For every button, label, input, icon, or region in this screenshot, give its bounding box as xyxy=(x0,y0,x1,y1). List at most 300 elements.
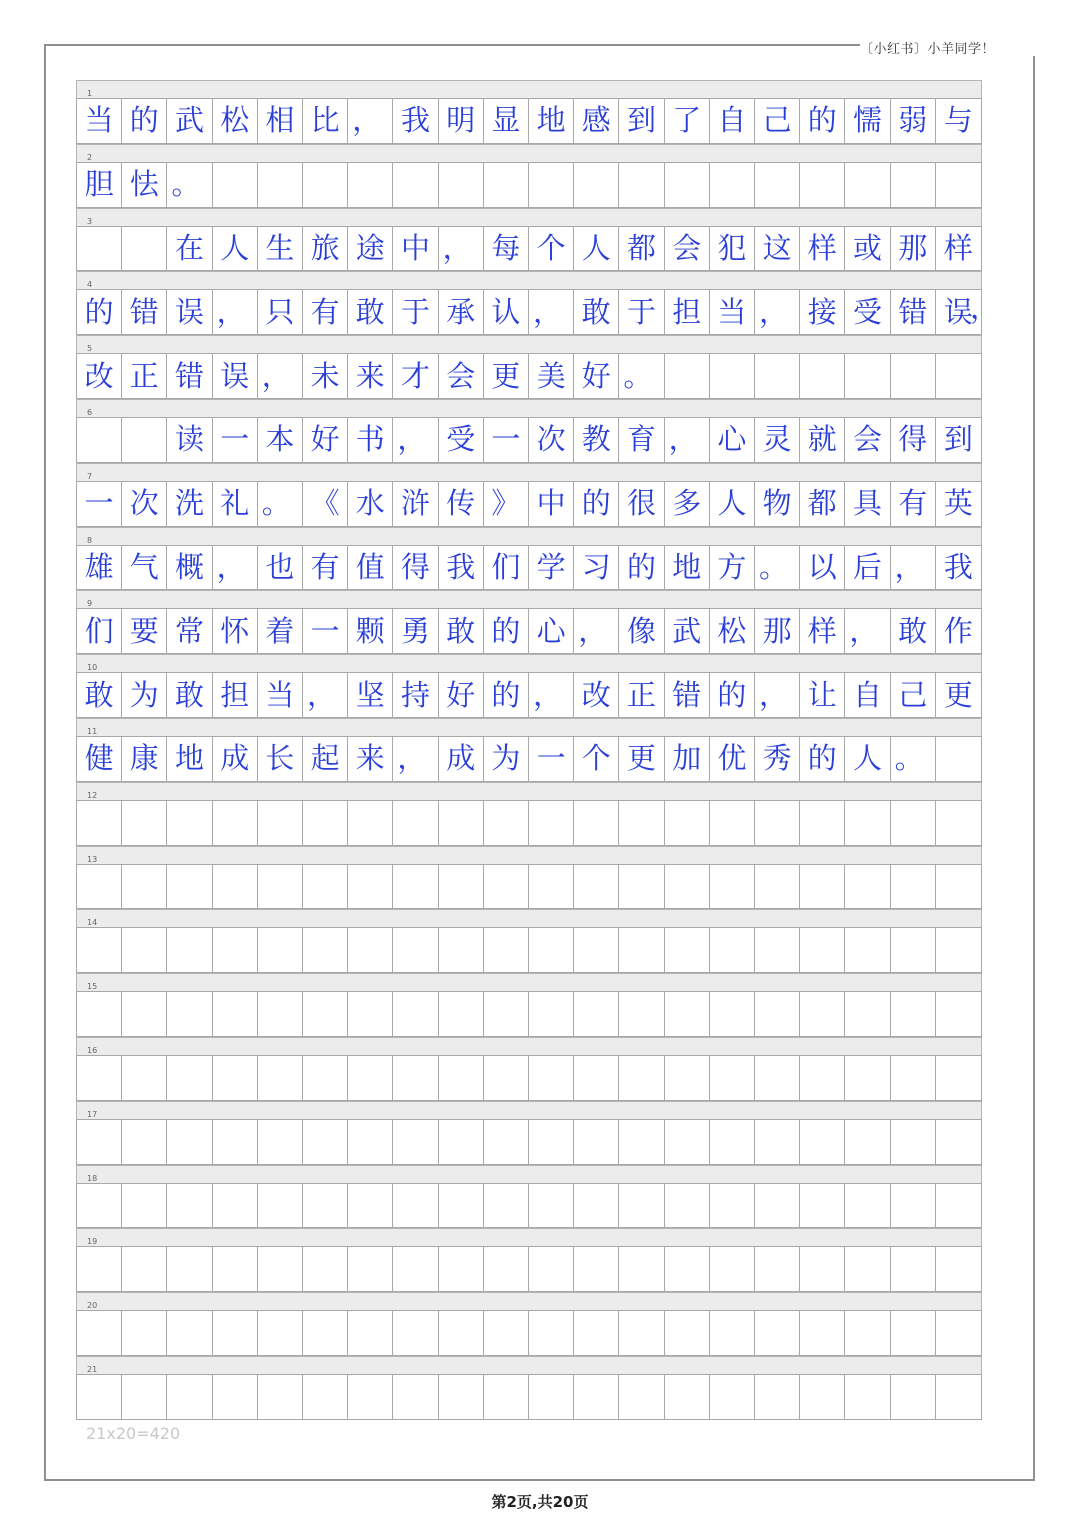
cell-character: 很 xyxy=(626,486,656,521)
grid-cell xyxy=(77,1120,122,1164)
grid-cell xyxy=(213,482,258,526)
grid-cell xyxy=(800,1056,845,1100)
grid-cell xyxy=(936,992,981,1036)
row-cells xyxy=(76,98,982,144)
grid-cell xyxy=(891,354,936,398)
row-cells xyxy=(76,1310,982,1356)
grid-cell xyxy=(529,99,574,143)
cell-character: 怯 xyxy=(129,167,159,202)
grid-cell xyxy=(303,1056,348,1100)
row-number: 8 xyxy=(87,535,93,545)
grid-cell xyxy=(800,290,845,334)
grid-cell xyxy=(303,609,348,653)
grid-cell xyxy=(891,99,936,143)
cell-character: 在 xyxy=(174,230,204,265)
cell-character: 来 xyxy=(355,741,385,776)
grid-cell xyxy=(303,546,348,590)
grid-cell xyxy=(439,1056,484,1100)
grid-cell xyxy=(936,1311,981,1355)
grid-cell xyxy=(167,865,212,909)
grid-cell xyxy=(936,1184,981,1228)
cell-character: 自 xyxy=(717,103,747,138)
grid-cell xyxy=(77,99,122,143)
grid-cell xyxy=(167,1120,212,1164)
grid-cell xyxy=(574,1247,619,1291)
grid-cell xyxy=(258,737,303,781)
cell-character: 的 xyxy=(491,677,521,712)
grid-cell xyxy=(710,1311,755,1355)
grid-cell xyxy=(936,418,981,462)
grid-cell xyxy=(393,1056,438,1100)
grid-cell xyxy=(348,737,393,781)
grid-cell xyxy=(619,609,664,653)
grid-cell xyxy=(77,928,122,972)
grid-cell xyxy=(484,1184,529,1228)
grid-cell xyxy=(891,801,936,845)
grid-cell xyxy=(710,546,755,590)
cell-character: 。 xyxy=(171,167,201,202)
cell-character: 那 xyxy=(898,230,928,265)
grid-cell xyxy=(574,163,619,207)
grid-cell xyxy=(439,546,484,590)
grid-cell xyxy=(891,482,936,526)
cell-character: 康 xyxy=(129,741,159,776)
grid-cell xyxy=(348,290,393,334)
cell-character: 好 xyxy=(310,422,340,457)
cell-character: 勇 xyxy=(400,613,430,648)
grid-cell xyxy=(665,1184,710,1228)
grid-cell xyxy=(303,1311,348,1355)
grid-cell xyxy=(529,1311,574,1355)
grid-row xyxy=(76,654,984,718)
grid-cell xyxy=(665,163,710,207)
cell-character: 改 xyxy=(84,358,114,393)
row-spacer-strip xyxy=(76,1228,982,1246)
grid-cell xyxy=(348,673,393,717)
composition-grid xyxy=(76,80,999,1420)
grid-cell xyxy=(167,290,212,334)
cell-character: 也 xyxy=(265,549,295,584)
grid-cell xyxy=(710,227,755,271)
grid-cell xyxy=(665,928,710,972)
row-spacer-strip xyxy=(76,782,982,800)
grid-cell xyxy=(439,801,484,845)
grid-cell xyxy=(213,546,258,590)
grid-cell xyxy=(800,1375,845,1419)
grid-cell xyxy=(574,1184,619,1228)
grid-cell xyxy=(393,801,438,845)
grid-cell xyxy=(845,227,890,271)
cell-character: 会 xyxy=(446,358,476,393)
grid-cell xyxy=(303,1184,348,1228)
grid-cell xyxy=(529,673,574,717)
grid-cell xyxy=(258,1247,303,1291)
cell-character: 武 xyxy=(174,103,204,138)
grid-cell xyxy=(574,546,619,590)
grid-cell xyxy=(845,865,890,909)
grid-row xyxy=(76,590,984,654)
grid-cell xyxy=(845,1311,890,1355)
grid-cell xyxy=(213,673,258,717)
grid-cell xyxy=(303,801,348,845)
row-cells xyxy=(76,800,982,846)
grid-cell xyxy=(258,992,303,1036)
cell-character: 武 xyxy=(672,613,702,648)
grid-cell xyxy=(258,1311,303,1355)
grid-cell xyxy=(122,482,167,526)
grid-cell xyxy=(936,1375,981,1419)
grid-cell xyxy=(665,290,710,334)
cell-character: 的 xyxy=(717,677,747,712)
cell-character: 起 xyxy=(310,741,340,776)
grid-cell xyxy=(213,163,258,207)
cell-character: 未 xyxy=(310,358,340,393)
cell-character: 比 xyxy=(310,103,340,138)
grid-row xyxy=(76,80,984,144)
grid-cell xyxy=(800,609,845,653)
cell-character: 本 xyxy=(265,422,295,457)
grid-cell xyxy=(800,482,845,526)
grid-cell xyxy=(936,354,981,398)
grid-cell xyxy=(258,1184,303,1228)
grid-cell xyxy=(77,354,122,398)
grid-cell xyxy=(348,801,393,845)
cell-character: 礼 xyxy=(220,486,250,521)
cell-character: 英 xyxy=(943,486,973,521)
cell-character: 心 xyxy=(536,613,566,648)
grid-cell xyxy=(167,418,212,462)
grid-cell xyxy=(77,1184,122,1228)
cell-character: ， xyxy=(442,230,472,265)
grid-row xyxy=(76,909,984,973)
cell-character: 误 xyxy=(943,294,973,329)
grid-cell xyxy=(167,992,212,1036)
row-cells xyxy=(76,1374,982,1420)
cell-character: 一 xyxy=(84,486,114,521)
grid-cell xyxy=(891,1120,936,1164)
grid-cell xyxy=(122,737,167,781)
cell-character: 让 xyxy=(807,677,837,712)
grid-row xyxy=(76,1356,984,1420)
cell-character: 秀 xyxy=(762,741,792,776)
row-spacer-strip xyxy=(76,909,982,927)
grid-cell xyxy=(845,1120,890,1164)
grid-cell xyxy=(484,1120,529,1164)
grid-cell xyxy=(800,99,845,143)
grid-cell xyxy=(122,1120,167,1164)
cell-character: 人 xyxy=(852,741,882,776)
grid-cell xyxy=(529,290,574,334)
cell-character: 洗 xyxy=(174,486,204,521)
grid-row xyxy=(76,1101,984,1165)
grid-cell xyxy=(393,418,438,462)
grid-cell xyxy=(936,227,981,271)
row-spacer-strip xyxy=(76,654,982,672)
cell-character: 与 xyxy=(943,103,973,138)
grid-cell xyxy=(303,99,348,143)
grid-cell xyxy=(529,482,574,526)
cell-character: 加 xyxy=(672,741,702,776)
grid-cell xyxy=(755,865,800,909)
grid-cell xyxy=(77,609,122,653)
grid-cell xyxy=(529,865,574,909)
cell-character: 着 xyxy=(265,613,295,648)
cell-character: 错 xyxy=(129,294,159,329)
cell-character: 更 xyxy=(491,358,521,393)
grid-cell xyxy=(77,546,122,590)
grid-cell xyxy=(258,99,303,143)
grid-cell xyxy=(258,354,303,398)
grid-cell xyxy=(484,1375,529,1419)
grid-cell xyxy=(439,482,484,526)
grid-cell xyxy=(574,1120,619,1164)
grid-cell xyxy=(439,992,484,1036)
grid-cell xyxy=(439,1247,484,1291)
grid-cell xyxy=(303,354,348,398)
grid-row xyxy=(76,1292,984,1356)
grid-cell xyxy=(710,865,755,909)
row-spacer-strip xyxy=(76,80,982,98)
grid-cell xyxy=(845,290,890,334)
grid-cell xyxy=(845,1247,890,1291)
cell-character: 会 xyxy=(852,422,882,457)
grid-cell xyxy=(393,546,438,590)
cell-character: 书 xyxy=(355,422,385,457)
grid-cell xyxy=(167,801,212,845)
cell-character: 优 xyxy=(717,741,747,776)
grid-cell xyxy=(800,354,845,398)
cell-character: ， xyxy=(533,294,563,329)
grid-cell xyxy=(845,1184,890,1228)
row-cells xyxy=(76,1246,982,1292)
grid-cell xyxy=(167,737,212,781)
row-spacer-strip xyxy=(76,1037,982,1055)
grid-cell xyxy=(77,163,122,207)
grid-cell xyxy=(665,992,710,1036)
grid-row xyxy=(76,208,984,272)
grid-cell xyxy=(167,928,212,972)
cell-character: 样 xyxy=(807,613,837,648)
grid-cell xyxy=(665,99,710,143)
cell-character: 错 xyxy=(174,358,204,393)
grid-cell xyxy=(755,418,800,462)
cell-character: 于 xyxy=(626,294,656,329)
grid-cell xyxy=(891,418,936,462)
cell-character: 受 xyxy=(446,422,476,457)
row-cells xyxy=(76,608,982,654)
cell-character: 好 xyxy=(581,358,611,393)
cell-character: 为 xyxy=(491,741,521,776)
cell-character: 地 xyxy=(174,741,204,776)
row-cells xyxy=(76,1183,982,1229)
grid-cell xyxy=(303,865,348,909)
grid-cell xyxy=(258,673,303,717)
grid-cell xyxy=(529,1120,574,1164)
cell-character: 次 xyxy=(536,422,566,457)
cell-character: 弱 xyxy=(898,103,928,138)
grid-cell xyxy=(439,1311,484,1355)
grid-cell xyxy=(348,1247,393,1291)
cell-character: ， xyxy=(759,294,789,329)
grid-cell xyxy=(303,992,348,1036)
grid-cell xyxy=(122,227,167,271)
grid-cell xyxy=(891,290,936,334)
grid-cell xyxy=(77,418,122,462)
grid-cell xyxy=(529,1184,574,1228)
grid-cell xyxy=(393,1311,438,1355)
cell-character: 为 xyxy=(129,677,159,712)
grid-cell xyxy=(348,1311,393,1355)
grid-cell xyxy=(303,737,348,781)
grid-cell xyxy=(574,99,619,143)
grid-cell xyxy=(439,673,484,717)
grid-cell xyxy=(936,865,981,909)
grid-cell xyxy=(122,609,167,653)
row-spacer-strip xyxy=(76,463,982,481)
grid-cell xyxy=(213,99,258,143)
grid-cell xyxy=(258,227,303,271)
grid-cell xyxy=(891,928,936,972)
cell-character: ， xyxy=(216,294,246,329)
cell-character: 健 xyxy=(84,741,114,776)
cell-character: 松 xyxy=(220,103,250,138)
grid-cell xyxy=(755,1120,800,1164)
grid-cell xyxy=(800,992,845,1036)
cell-character: 敢 xyxy=(898,613,928,648)
grid-cell xyxy=(439,354,484,398)
grid-row xyxy=(76,271,999,335)
grid-cell xyxy=(665,227,710,271)
grid-cell xyxy=(800,1120,845,1164)
grid-cell xyxy=(529,418,574,462)
grid-cell xyxy=(439,1120,484,1164)
row-number: 7 xyxy=(87,471,93,481)
grid-cell xyxy=(665,1375,710,1419)
grid-cell xyxy=(574,1375,619,1419)
grid-cell xyxy=(213,865,258,909)
cell-character: 这 xyxy=(762,230,792,265)
row-cells xyxy=(76,226,982,272)
row-spacer-strip xyxy=(76,527,982,545)
cell-character: 改 xyxy=(581,677,611,712)
grid-cell xyxy=(529,163,574,207)
grid-cell xyxy=(529,1375,574,1419)
cell-character: 受 xyxy=(852,294,882,329)
row-cells xyxy=(76,162,982,208)
grid-cell xyxy=(665,865,710,909)
grid-capacity-label: 21x20=420 xyxy=(86,1424,181,1443)
grid-cell xyxy=(258,290,303,334)
row-number: 11 xyxy=(87,726,98,736)
grid-row xyxy=(76,1165,984,1229)
grid-cell xyxy=(665,418,710,462)
grid-cell xyxy=(167,99,212,143)
grid-cell xyxy=(213,801,258,845)
cell-character: 敢 xyxy=(174,677,204,712)
row-cells xyxy=(76,864,982,910)
cell-character: 学 xyxy=(536,549,566,584)
cell-character: 灵 xyxy=(762,422,792,457)
grid-cell xyxy=(348,1056,393,1100)
cell-character: 个 xyxy=(536,230,566,265)
cell-character: 到 xyxy=(943,422,973,457)
row-cells xyxy=(76,1055,982,1101)
grid-cell xyxy=(936,609,981,653)
grid-cell xyxy=(122,418,167,462)
grid-cell xyxy=(393,737,438,781)
grid-cell xyxy=(800,418,845,462)
grid-row xyxy=(76,144,984,208)
cell-character: 的 xyxy=(807,103,837,138)
grid-cell xyxy=(665,1056,710,1100)
cell-character: 读 xyxy=(174,422,204,457)
cell-character: ， xyxy=(894,549,924,584)
grid-cell xyxy=(755,1184,800,1228)
grid-cell xyxy=(845,928,890,972)
grid-cell xyxy=(665,546,710,590)
cell-character: 次 xyxy=(129,486,159,521)
grid-cell xyxy=(936,928,981,972)
grid-cell xyxy=(348,418,393,462)
cell-character: 有 xyxy=(898,486,928,521)
cell-character: 误 xyxy=(174,294,204,329)
grid-cell xyxy=(529,801,574,845)
cell-character: 正 xyxy=(129,358,159,393)
grid-cell xyxy=(122,99,167,143)
cell-character: 地 xyxy=(672,549,702,584)
cell-character: 多 xyxy=(672,486,702,521)
grid-cell xyxy=(574,992,619,1036)
row-number: 1 xyxy=(87,89,93,98)
cell-character: ， xyxy=(668,422,698,457)
grid-cell xyxy=(619,801,664,845)
row-number: 12 xyxy=(87,790,98,800)
cell-character: 胆 xyxy=(84,167,114,202)
grid-cell xyxy=(303,290,348,334)
grid-cell xyxy=(258,418,303,462)
cell-character: 我 xyxy=(446,549,476,584)
grid-cell xyxy=(800,1247,845,1291)
grid-cell xyxy=(529,1056,574,1100)
cell-character: 气 xyxy=(129,549,159,584)
grid-cell xyxy=(891,865,936,909)
grid-cell xyxy=(710,992,755,1036)
grid-cell xyxy=(619,673,664,717)
grid-cell xyxy=(710,1056,755,1100)
grid-cell xyxy=(574,673,619,717)
grid-cell xyxy=(710,801,755,845)
cell-character: ， xyxy=(533,677,563,712)
grid-cell xyxy=(665,482,710,526)
grid-row xyxy=(76,846,984,910)
grid-cell xyxy=(213,1120,258,1164)
grid-cell xyxy=(936,1120,981,1164)
grid-cell xyxy=(800,737,845,781)
grid-cell xyxy=(845,609,890,653)
grid-cell xyxy=(619,482,664,526)
grid-cell xyxy=(348,928,393,972)
cell-character: 我 xyxy=(400,103,430,138)
grid-cell xyxy=(213,1375,258,1419)
grid-cell xyxy=(755,546,800,590)
row-number: 5 xyxy=(87,344,93,354)
grid-cell xyxy=(755,609,800,653)
grid-cell xyxy=(800,163,845,207)
cell-character: ， xyxy=(307,677,337,712)
row-cells xyxy=(76,927,982,973)
grid-cell xyxy=(258,801,303,845)
cell-character: 坚 xyxy=(355,677,385,712)
